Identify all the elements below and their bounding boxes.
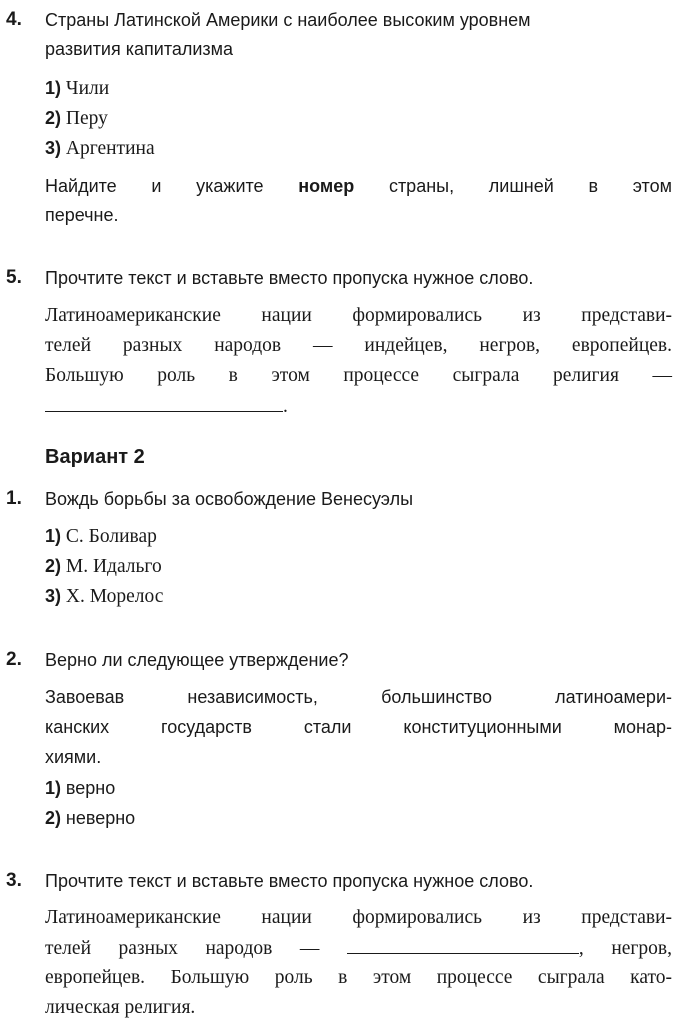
- answer-option: [45, 133, 155, 164]
- passage-line: Латиноамериканские нации формировались из представи-: [45, 305, 672, 326]
- option-number: 3): [45, 586, 62, 606]
- answer-option: [45, 581, 163, 612]
- answer-blank[interactable]: [347, 933, 579, 954]
- option-number: 1): [45, 78, 62, 98]
- section-heading: Вариант 2: [45, 446, 145, 468]
- question-prompt: Страны Латинской Америки с наиболее высоким уровнем: [45, 10, 531, 30]
- answer-option: [45, 521, 157, 552]
- question-prompt: Верно ли следующее утверждение?: [45, 650, 349, 670]
- question-prompt: Вождь борьбы за освобождение Венесуэлы: [45, 489, 414, 509]
- answer-blank[interactable]: [45, 391, 283, 412]
- passage-line: Латиноамериканские нации формировались из представи-: [45, 907, 672, 928]
- option-text: неверно: [65, 808, 136, 828]
- statement-line: канских государств стали конституционными монар-: [45, 717, 672, 737]
- option-number: 1): [45, 526, 62, 546]
- passage-line: телей разных народов — индейцев, негров, европейцев.: [45, 335, 672, 356]
- question-number: 4.: [6, 9, 22, 30]
- option-text: Аргентина: [65, 138, 155, 159]
- option-number: 3): [45, 138, 62, 158]
- answer-option: [45, 103, 108, 134]
- option-number: 1): [45, 778, 62, 798]
- passage-line: .: [45, 391, 288, 422]
- statement-line: хиями.: [45, 747, 102, 767]
- option-text: С. Боливар: [65, 526, 157, 547]
- question-prompt: Прочтите текст и вставьте вместо пропуска нужное слово.: [45, 268, 534, 288]
- instruction-text: Найдите и укажите номер страны, лишней в этом: [45, 176, 672, 196]
- option-number: 2): [45, 556, 62, 576]
- question-number: 2.: [6, 649, 22, 670]
- question-prompt-cont: развития капитализма: [45, 39, 234, 59]
- option-text: верно: [65, 778, 116, 798]
- answer-option: [45, 73, 109, 104]
- option-text: Х. Морелос: [65, 586, 164, 607]
- instruction-keyword: номер: [298, 176, 355, 196]
- question-prompt: Прочтите текст и вставьте вместо пропуска нужное слово.: [45, 871, 534, 891]
- answer-option: [45, 773, 115, 804]
- statement-line: Завоевав независимость, большинство латиноамери-: [45, 687, 672, 707]
- question-number: 5.: [6, 267, 22, 288]
- question-number: 1.: [6, 488, 22, 509]
- passage-line: лическая религия.: [45, 997, 196, 1018]
- passage-line: телей разных народов — , негров,: [45, 933, 672, 964]
- option-text: Чили: [65, 78, 110, 99]
- passage-line: Большую роль в этом процессе сыграла религия —: [45, 365, 672, 386]
- option-text: М. Идальго: [65, 556, 162, 577]
- option-text: Перу: [65, 108, 108, 129]
- question-number: 3.: [6, 870, 22, 891]
- passage-line: европейцев. Большую роль в этом процессе сыграла като-: [45, 967, 672, 988]
- answer-option: [45, 803, 135, 834]
- instruction-text-cont: перечне.: [45, 205, 119, 225]
- option-number: 2): [45, 108, 62, 128]
- option-number: 2): [45, 808, 62, 828]
- answer-option: [45, 551, 162, 582]
